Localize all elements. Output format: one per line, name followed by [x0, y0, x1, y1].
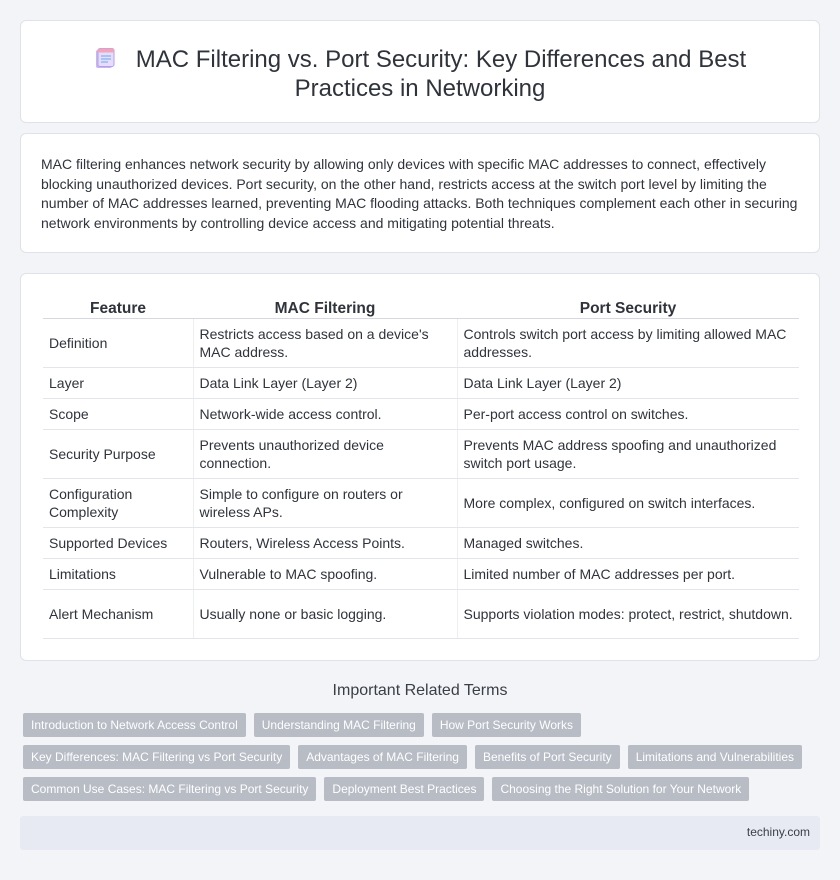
- table-row: [43, 318, 799, 367]
- comparison-table: [43, 296, 799, 639]
- related-term-chip[interactable]: Benefits of Port Security: [475, 745, 620, 769]
- header-mac-filtering: MAC Filtering: [193, 296, 457, 318]
- related-terms-heading: Important Related Terms: [332, 682, 508, 699]
- table-cell: Simple to configure on routers or wireless APs.: [193, 478, 457, 527]
- table-cell: Limitations: [43, 558, 193, 589]
- table-cell: Security Purpose: [43, 429, 193, 478]
- related-term-chip[interactable]: Understanding MAC Filtering: [254, 713, 424, 737]
- table-header-row: [43, 296, 799, 318]
- table-cell: Usually none or basic logging.: [193, 589, 457, 638]
- title-text: MAC Filtering vs. Port Security: Key Differences and Best Practices in Networking: [135, 46, 747, 102]
- document-icon: [94, 48, 116, 70]
- table-cell: Layer: [43, 367, 193, 398]
- table-row: [43, 429, 799, 478]
- table-row: [43, 478, 799, 527]
- chip-row: [23, 713, 823, 737]
- table-cell: Configuration Complexity: [43, 478, 193, 527]
- table-cell: Alert Mechanism: [43, 589, 193, 638]
- related-term-chip[interactable]: How Port Security Works: [432, 713, 581, 737]
- table-cell: Definition: [43, 318, 193, 367]
- table-row: [43, 367, 799, 398]
- table-cell: Supports violation modes: protect, restrict, shutdown.: [457, 589, 799, 638]
- related-term-chip[interactable]: Deployment Best Practices: [324, 777, 484, 801]
- table-row: [43, 527, 799, 558]
- related-term-chip[interactable]: Limitations and Vulnerabilities: [628, 745, 802, 769]
- intro-paragraph: MAC filtering enhances network security by allowing only devices with specific MAC addresses to connect, effectively blocking unauthorized devices. Port security, on the other hand, restricts access at the switch port level by limiting the number of MAC addresses learned, preventing MAC flooding attacks. Both techniques complement each other in securing network environments by controlling device access and mitigating potential threats.: [41, 156, 798, 231]
- table-cell: Data Link Layer (Layer 2): [193, 367, 457, 398]
- chip-row: [23, 777, 823, 801]
- table-cell: Vulnerable to MAC spoofing.: [193, 558, 457, 589]
- footer: [20, 816, 820, 850]
- table-cell: More complex, configured on switch interfaces.: [457, 478, 799, 527]
- table-cell: Routers, Wireless Access Points.: [193, 527, 457, 558]
- table-row: [43, 589, 799, 638]
- related-terms-list: [23, 713, 823, 809]
- table-cell: Per-port access control on switches.: [457, 398, 799, 429]
- table-cell: Scope: [43, 398, 193, 429]
- table-row: [43, 558, 799, 589]
- related-term-chip[interactable]: Introduction to Network Access Control: [23, 713, 246, 737]
- table-cell: Supported Devices: [43, 527, 193, 558]
- related-term-chip[interactable]: Choosing the Right Solution for Your Network: [492, 777, 749, 801]
- table-row: [43, 398, 799, 429]
- table-cell: Prevents MAC address spoofing and unauthorized switch port usage.: [457, 429, 799, 478]
- related-term-chip[interactable]: Common Use Cases: MAC Filtering vs Port Security: [23, 777, 316, 801]
- table-cell: Data Link Layer (Layer 2): [457, 367, 799, 398]
- title-card: [20, 20, 820, 123]
- table-cell: Managed switches.: [457, 527, 799, 558]
- intro-card: [20, 133, 820, 253]
- related-term-chip[interactable]: Key Differences: MAC Filtering vs Port Security: [23, 745, 290, 769]
- header-port-security: Port Security: [457, 296, 799, 318]
- table-cell: Restricts access based on a device's MAC address.: [193, 318, 457, 367]
- page-title: [21, 45, 819, 103]
- related-term-chip[interactable]: Advantages of MAC Filtering: [298, 745, 467, 769]
- comparison-card: [20, 273, 820, 661]
- table-cell: Prevents unauthorized device connection.: [193, 429, 457, 478]
- header-feature: Feature: [43, 296, 193, 318]
- chip-row: [23, 745, 823, 769]
- table-cell: Network-wide access control.: [193, 398, 457, 429]
- table-cell: Controls switch port access by limiting allowed MAC addresses.: [457, 318, 799, 367]
- footer-site-link[interactable]: techiny.com: [746, 825, 810, 839]
- table-cell: Limited number of MAC addresses per port.: [457, 558, 799, 589]
